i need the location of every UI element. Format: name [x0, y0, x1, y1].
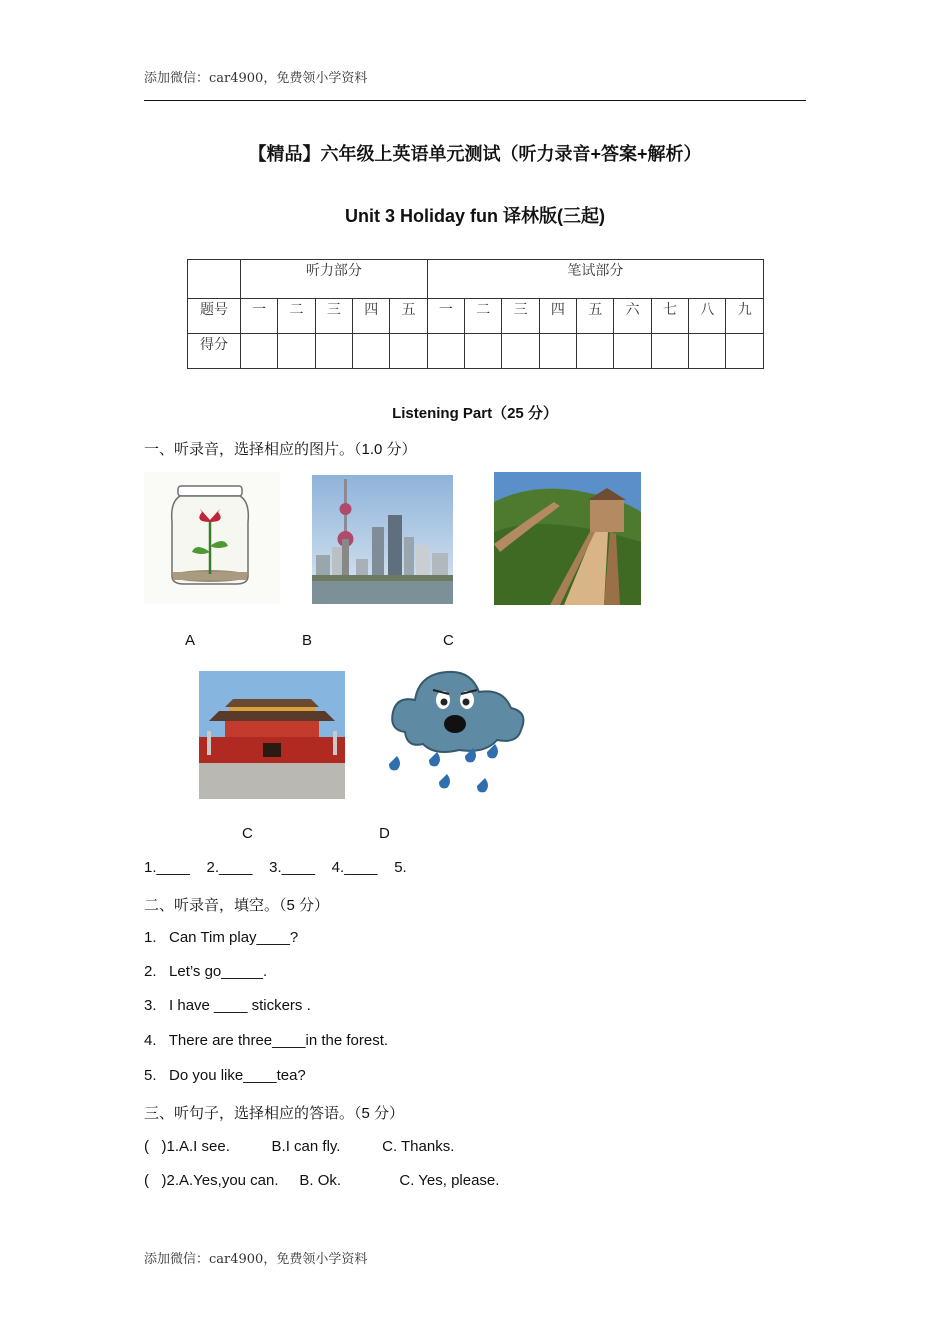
- tiananmen-image: [199, 671, 345, 799]
- page-title: 【精品】六年级上英语单元测试（听力录音+答案+解析）: [248, 144, 702, 164]
- page-subtitle: Unit 3 Holiday fun 译林版(三起): [345, 206, 605, 226]
- col-header: 九: [726, 299, 764, 334]
- footer-watermark: 添加微信：car4900，免费领小学资料: [144, 1252, 368, 1267]
- jar-plant-image: [144, 472, 280, 604]
- col-header: 五: [577, 299, 614, 334]
- option-label: B: [302, 632, 313, 649]
- col-header: 六: [614, 299, 651, 334]
- col-header: 五: [390, 299, 427, 334]
- section3-heading: 三、听句子，选择相应的答语。（5 分）: [144, 1105, 405, 1122]
- row-label-number: 题号: [188, 299, 241, 334]
- score-cell: [427, 334, 464, 369]
- section2-item: 2. Let’s go_____.: [144, 963, 268, 980]
- section1-heading: 一、听录音，选择相应的图片。（1.0 分）: [144, 441, 417, 458]
- score-cell: [502, 334, 539, 369]
- listening-part-heading: Listening Part（25 分）: [392, 405, 558, 422]
- score-cell: [577, 334, 614, 369]
- header-watermark: 添加微信：car4900，免费领小学资料: [144, 71, 368, 86]
- section1-answer-line: 1.____ 2.____ 3.____ 4.____ 5.: [144, 859, 407, 876]
- score-table: [187, 259, 764, 369]
- score-table-corner: [188, 260, 241, 299]
- section2-item: 5. Do you like____tea?: [144, 1067, 306, 1084]
- score-cell: [651, 334, 688, 369]
- section2-heading: 二、听录音，填空。（5 分）: [144, 897, 330, 914]
- option-label: A: [185, 632, 196, 649]
- col-header: 八: [689, 299, 726, 334]
- great-wall-image: [494, 472, 641, 605]
- score-cell: [353, 334, 390, 369]
- option-label: D: [379, 825, 390, 842]
- score-cell: [539, 334, 576, 369]
- col-header: 四: [539, 299, 576, 334]
- score-cell: [390, 334, 427, 369]
- rain-cloud-image: [385, 660, 527, 800]
- score-cell: [689, 334, 726, 369]
- col-header: 二: [465, 299, 502, 334]
- option-label: C: [443, 632, 454, 649]
- header-rule: [144, 100, 806, 101]
- section2-item: 3. I have ____ stickers .: [144, 997, 311, 1014]
- row-label-score: 得分: [188, 334, 241, 369]
- score-cell: [614, 334, 651, 369]
- option-label: C: [242, 825, 253, 842]
- section2-item: 1. Can Tim play____?: [144, 929, 299, 946]
- col-header: 一: [427, 299, 464, 334]
- shanghai-skyline-image: [312, 475, 453, 604]
- listening-header: 听力部分: [241, 260, 428, 299]
- writing-header: 笔试部分: [427, 260, 763, 299]
- score-cell: [241, 334, 278, 369]
- score-cell: [726, 334, 764, 369]
- section3-item: ( )1.A.I see. B.I can fly. C. Thanks.: [144, 1138, 455, 1155]
- col-header: 七: [651, 299, 688, 334]
- score-cell: [465, 334, 502, 369]
- section3-item: ( )2.A.Yes,you can. B. Ok. C. Yes, please.: [144, 1172, 500, 1189]
- section2-item: 4. There are three____in the forest.: [144, 1032, 389, 1049]
- col-header: 二: [278, 299, 315, 334]
- col-header: 三: [502, 299, 539, 334]
- col-header: 四: [353, 299, 390, 334]
- score-cell: [315, 334, 352, 369]
- col-header: 一: [241, 299, 278, 334]
- score-cell: [278, 334, 315, 369]
- col-header: 三: [315, 299, 352, 334]
